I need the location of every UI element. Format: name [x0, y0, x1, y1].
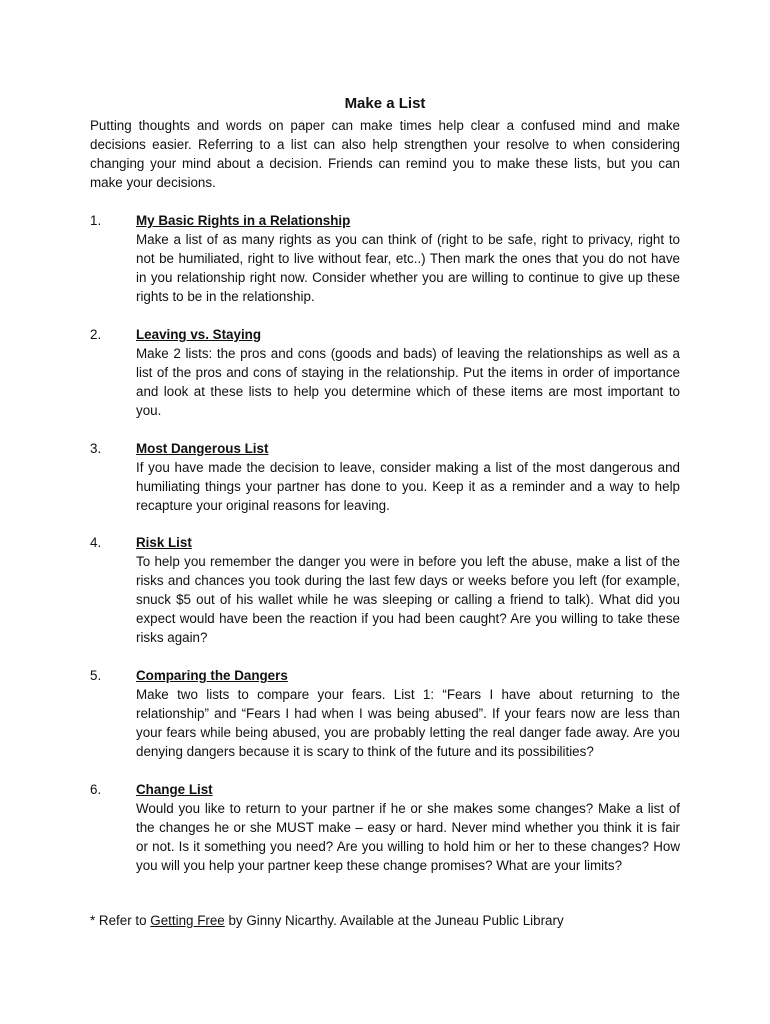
item-number: 6. [90, 782, 102, 797]
item-text: Make a list of as many rights as you can think of (right to be safe, right to privacy, right to not be humiliated, right to live without fear, etc..) Then mark the ones that you do not have in you relationship right now. Consider whether you are willing to continue to give up these rights to be in the relationship. [136, 232, 680, 304]
item-body [136, 439, 680, 515]
intro-paragraph: Putting thoughts and words on paper can make times help clear a confused mind and make decisions easier. Referring to a list can also help strengthen your resolve to when considering changing your mind about a decision. Friends can remind you to make these lists, but you can make your decisions. [90, 118, 680, 190]
item-body [136, 666, 680, 761]
footnote-prefix: * Refer to [90, 913, 151, 928]
footnote-suffix: by Ginny Nicarthy. Available at the Juneau Public Library [224, 913, 564, 928]
footnote [90, 911, 690, 930]
item-body [136, 780, 680, 875]
item-body [136, 325, 680, 420]
item-heading: Risk List [136, 535, 192, 550]
item-heading: Comparing the Dangers [136, 668, 288, 683]
item-heading: Leaving vs. Staying [136, 327, 262, 342]
item-heading: Change List [136, 782, 213, 797]
footnote-book-title: Getting Free [150, 913, 225, 928]
item-text: Make 2 lists: the pros and cons (goods and bads) of leaving the relationships as well as a list of the pros and cons of staying in the relationship. Put the items in order of importance and look at these lists to help you determine which of these items are most important to you. [136, 346, 680, 418]
item-heading: My Basic Rights in a Relationship [136, 213, 351, 228]
item-text: Make two lists to compare your fears. List 1: “Fears I have about returning to the relationship” and “Fears I had when I was being abused”. If your fears now are less than your fears while being abused, you are probably letting the real danger fade away. Are you denying dangers because it is scary to think of the future and its possibilities? [136, 687, 680, 759]
item-text: To help you remember the danger you were in before you left the abuse, make a list of the risks and chances you took during the last few days or weeks before you left (for example, snuck $5 out of his wallet while he was sleeping or calling a friend to talk). What did you expect would have been the reaction if you had been caught? Are you willing to take these risks again? [136, 554, 680, 645]
item-body [136, 211, 680, 306]
item-number: 4. [90, 535, 102, 550]
page-title: Make a List [344, 95, 426, 112]
item-number: 3. [90, 441, 102, 456]
item-number: 5. [90, 668, 102, 683]
item-heading: Most Dangerous List [136, 441, 269, 456]
item-text: If you have made the decision to leave, consider making a list of the most dangerous and humiliating things your partner has done to you. Keep it as a reminder and a way to help recapture your original reasons for leaving. [136, 460, 680, 513]
item-number: 1. [90, 213, 102, 228]
item-number: 2. [90, 327, 102, 342]
item-body [136, 533, 680, 647]
item-text: Would you like to return to your partner if he or she makes some changes? Make a list of the changes he or she MUST make – easy or hard. Never mind whether you think it is fair or not. Is it something you need? Are you willing to hold him or her to these changes? How you will you help your partner keep these change promises? What are your limits? [136, 801, 680, 873]
